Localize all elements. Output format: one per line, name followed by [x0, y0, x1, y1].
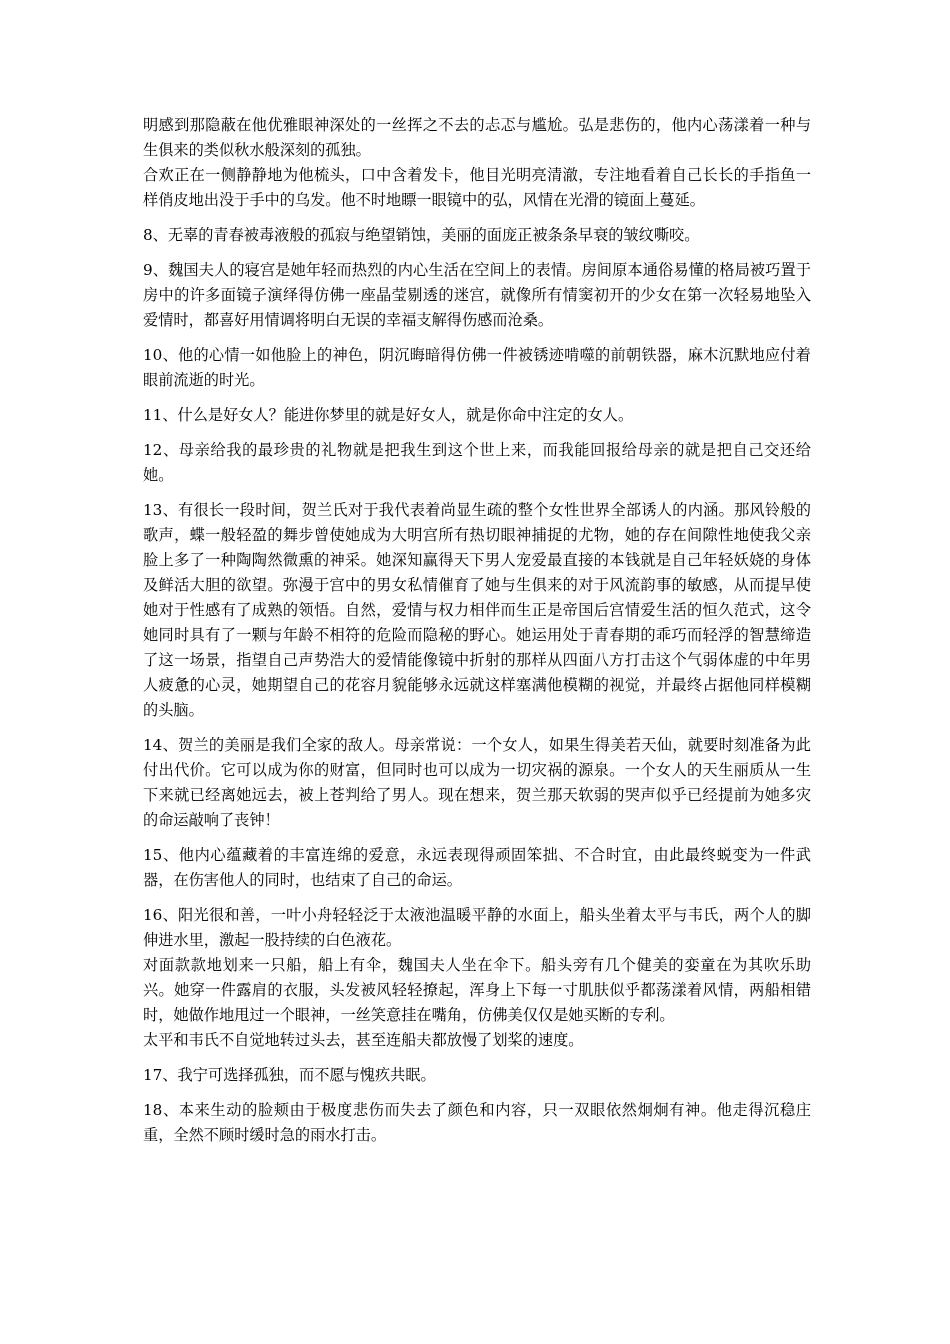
paragraph-13	[143, 498, 811, 723]
paragraph-15	[143, 843, 811, 893]
paragraph-line: 13、有很长一段时间，贺兰氏对于我代表着尚显生疏的整个女性世界全部诱人的内涵。那风铃般的歌声，蝶一般轻盈的舞步曾使她成为大明宫所有热切眼神捕捉的尤物，她的存在间隙性地使我父亲脸上多了一种陶陶然微熏的神采。她深知赢得天下男人宠爱最直接的本钱就是自己年轻妖娆的身体及鲜活大胆的欲望。弥漫于宫中的男女私情催育了她与生俱来的对于风流韵事的敏感，从而提早使她对于性感有了成熟的领悟。自然，爱情与权力相伴而生正是帝国后宫情爱生活的恒久范式，这令她同时具有了一颗与年龄不相符的危险而隐秘的野心。她运用处于青春期的乖巧而轻浮的智慧缔造了这一场景，指望自己声势浩大的爱情能像镜中折射的那样从四面八方打击这个气弱体虚的中年男人疲惫的心灵，她期望自己的花容月貌能够永远就这样塞满他模糊的视觉，并最终占据他同样模糊的头脑。	[143, 501, 811, 719]
paragraph-14	[143, 733, 811, 833]
paragraph-line: 对面款款地划来一只船，船上有伞，魏国夫人坐在伞下。船头旁有几个健美的娈童在为其吹乐助兴。她穿一件露肩的衣服，头发被风轻轻撩起，浑身上下每一寸肌肤似乎都荡漾着风情，两船相错时，她做作地甩过一个眼神，一丝笑意挂在嘴角，仿佛美仅仅是她买断的专利。	[143, 956, 811, 1024]
paragraph-line: 明感到那隐蔽在他优雅眼神深处的一丝挥之不去的忐忑与尴尬。弘是悲伤的，他内心荡漾着一种与生俱来的类似秋水般深刻的孤独。	[143, 116, 811, 159]
paragraph-9	[143, 258, 811, 333]
paragraph-line: 18、本来生动的脸颊由于极度悲伤而失去了颜色和内容，只一双眼依然炯炯有神。他走得沉稳庄重，全然不顾时缓时急的雨水打击。	[143, 1101, 811, 1144]
paragraph-11	[143, 403, 811, 428]
paragraph-line: 15、他内心蕴藏着的丰富连绵的爱意，永远表现得顽固笨拙、不合时宜，由此最终蜕变为一件武器，在伤害他人的同时，也结束了自己的命运。	[143, 846, 811, 889]
paragraph-line: 14、贺兰的美丽是我们全家的敌人。母亲常说：一个女人，如果生得美若天仙，就要时刻准备为此付出代价。它可以成为你的财富，但同时也可以成为一切灾祸的源泉。一个女人的天生丽质从一生下来就已经离她远去，被上苍判给了男人。现在想来，贺兰那天软弱的哭声似乎已经提前为她多灾的命运敲响了丧钟！	[143, 736, 811, 829]
paragraph-line: 太平和韦氏不自觉地转过头去，甚至连船夫都放慢了划桨的速度。	[143, 1031, 584, 1049]
paragraph-line: 12、母亲给我的最珍贵的礼物就是把我生到这个世上来，而我能回报给母亲的就是把自己交还给她。	[143, 441, 811, 484]
paragraph-line: 11、什么是好女人？能进你梦里的就是好女人，就是你命中注定的女人。	[143, 406, 634, 424]
paragraph-7-continued	[143, 113, 811, 213]
paragraph-18	[143, 1098, 811, 1148]
paragraph-line: 17、我宁可选择孤独，而不愿与愧疚共眠。	[143, 1066, 436, 1084]
paragraph-line: 16、阳光很和善，一叶小舟轻轻泛于太液池温暖平静的水面上，船头坐着太平与韦氏，两个人的脚伸进水里，激起一股持续的白色液花。	[143, 906, 811, 949]
paragraph-line: 9、魏国夫人的寝宫是她年轻而热烈的内心生活在空间上的表情。房间原本通俗易懂的格局被巧置于房中的许多面镜子演绎得仿佛一座晶莹剔透的迷宫，就像所有情窦初开的少女在第一次轻易地坠入爱情时，都喜好用情调将明白无误的幸福支解得伤感而沧桑。	[143, 261, 811, 329]
paragraph-line: 合欢正在一侧静静地为他梳头，口中含着发卡，他目光明亮清澈，专注地看着自己长长的手指鱼一样俏皮地出没于手中的乌发。他不时地瞟一眼镜中的弘，风情在光滑的镜面上蔓延。	[143, 166, 811, 209]
paragraph-17	[143, 1063, 811, 1088]
paragraph-line: 8、无辜的青春被毒液般的孤寂与绝望销蚀，美丽的面庞正被条条早衰的皱纹嘶咬。	[143, 226, 700, 244]
paragraph-8	[143, 223, 811, 248]
paragraph-16	[143, 903, 811, 1053]
paragraph-12	[143, 438, 811, 488]
paragraph-line: 10、他的心情一如他脸上的神色，阴沉晦暗得仿佛一件被锈迹啃噬的前朝铁器，麻木沉默地应付着眼前流逝的时光。	[143, 346, 811, 389]
document-body	[143, 113, 811, 1158]
paragraph-10	[143, 343, 811, 393]
